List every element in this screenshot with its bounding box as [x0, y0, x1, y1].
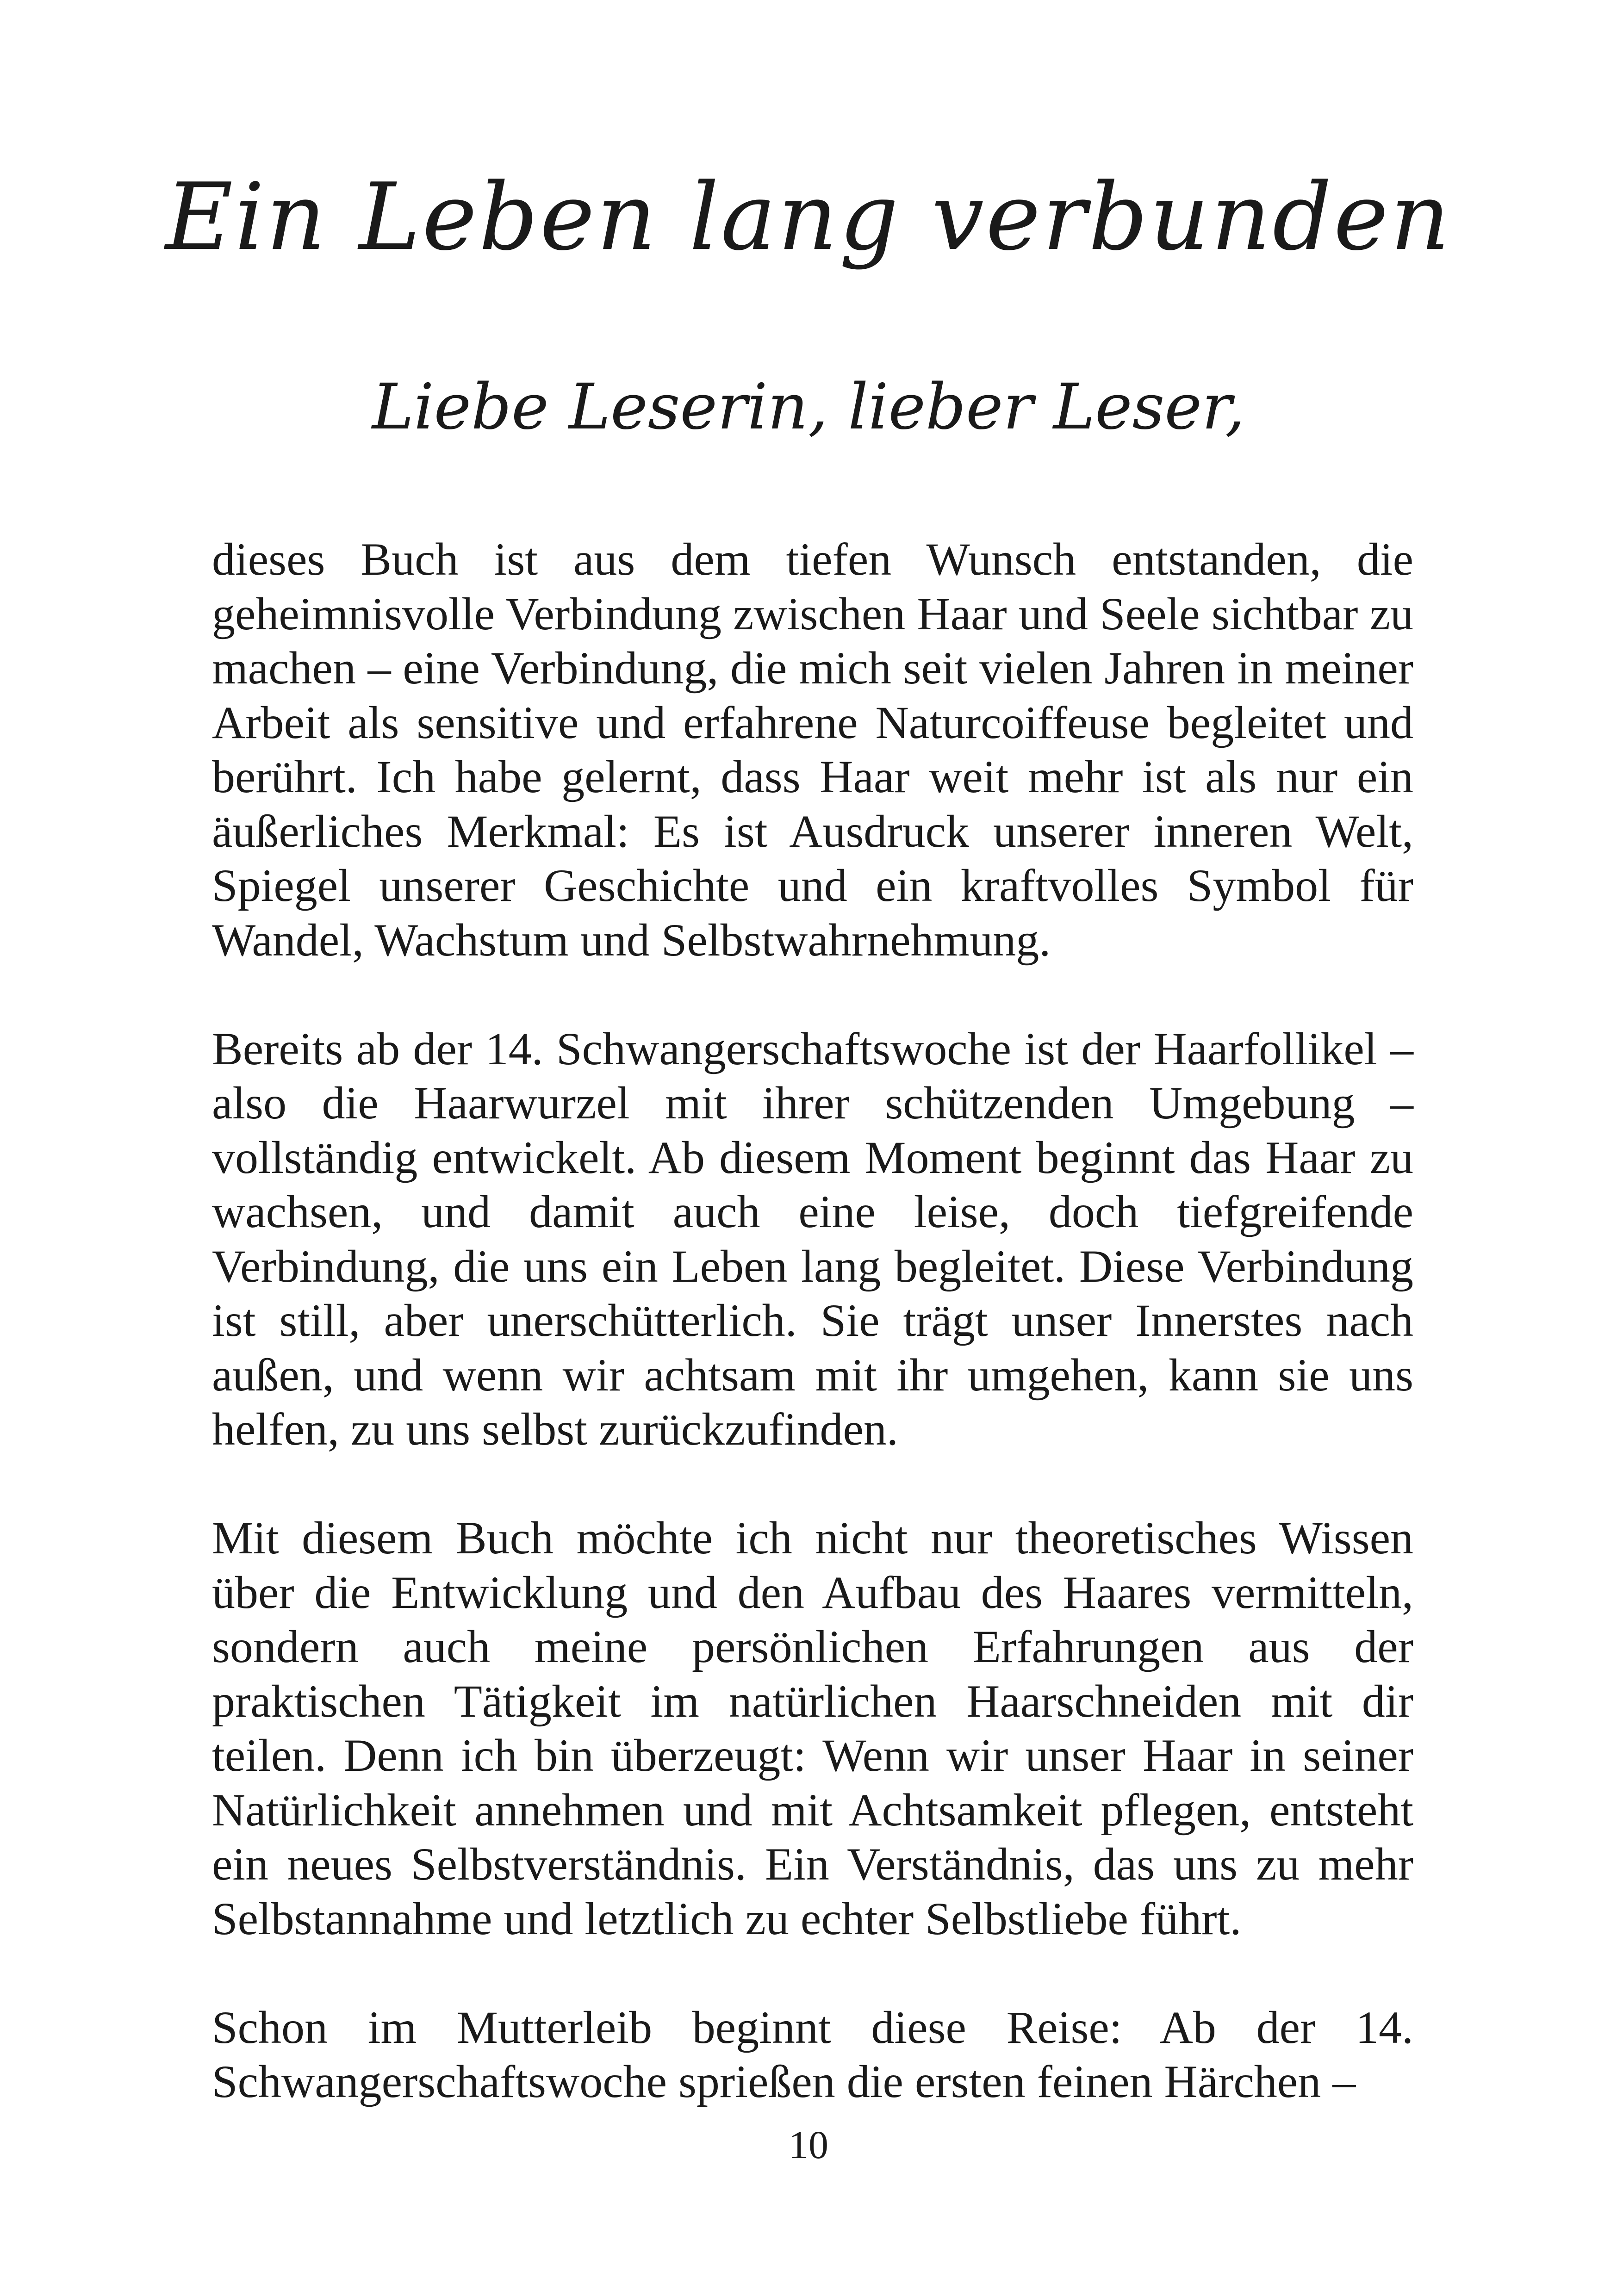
- page-number: 10: [789, 2122, 828, 2167]
- paragraph: Schon im Mutterleib beginnt diese Reise: Ab der 14. Schwangerschaftswoche sprießen die ersten feinen Härchen –: [212, 2001, 1413, 2107]
- chapter-title: Ein Leben lang verbunden: [165, 163, 1452, 271]
- salutation-heading: Liebe Leserin, lieber Leser,: [372, 371, 1245, 444]
- body-text: [212, 532, 1413, 2109]
- paragraph: Bereits ab der 14. Schwangerschaftswoche ist der Haarfollikel – also die Haarwurzel mit ihrer schützenden Umgebung – vollständig entwickelt. Ab diesem Moment beginnt das Haar zu wachsen, und damit auch eine leise, doch tiefgreifende Verbindung, die uns ein Leben lang begleitet. Diese Verbindung ist still, aber unerschütterlich. Sie trägt unser Innerstes nach außen, und wenn wir achtsam mit ihr umgehen, kann sie uns helfen, zu uns selbst zurückzufinden.: [212, 1023, 1413, 1455]
- paragraph: Mit diesem Buch möchte ich nicht nur theoretisches Wissen über die Entwicklung und den Aufbau des Haares vermitteln, sondern auch meine persönlichen Erfahrungen aus der praktischen Tätigkeit im natürlichen Haarschneiden mit dir teilen. Denn ich bin überzeugt: Wenn wir unser Haar in seiner Natürlichkeit annehmen und mit Achtsamkeit pflegen, entsteht ein neues Selbstverständnis. Ein Verständnis, das uns zu mehr Selbstannahme und letztlich zu echter Selbstliebe führt.: [212, 1512, 1413, 1944]
- paragraph: dieses Buch ist aus dem tiefen Wunsch entstanden, die geheimnisvolle Verbindung zwischen Haar und Seele sichtbar zu machen – eine Verbindung, die mich seit vielen Jahren in meiner Arbeit als sensitive und erfahrene Naturcoiffeuse begleitet und berührt. Ich habe gelernt, dass Haar weit mehr ist als nur ein äußerliches Merkmal: Es ist Ausdruck unserer inneren Welt, Spiegel unserer Geschichte und ein kraftvolles Symbol für Wandel, Wachstum und Selbstwahrnehmung.: [212, 534, 1413, 966]
